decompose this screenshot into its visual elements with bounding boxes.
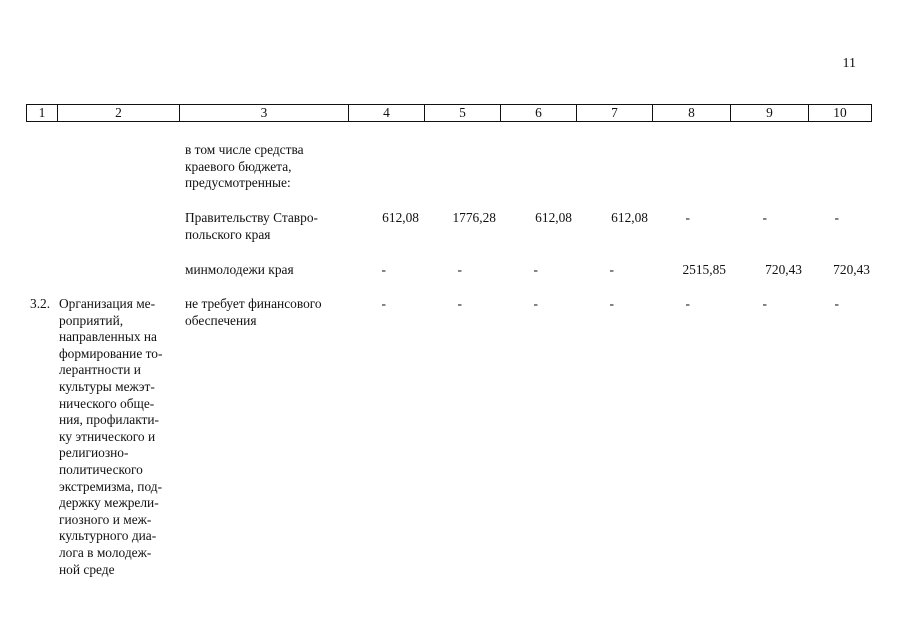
text-line: не требует финансового xyxy=(185,296,322,311)
value-col10: 720,43 xyxy=(833,262,870,277)
text-line: политического xyxy=(59,461,143,477)
text-line: роприятий, xyxy=(59,312,124,328)
row-government-col3 xyxy=(185,210,345,243)
value-col6: - xyxy=(533,296,538,311)
text-line: лога в молодеж- xyxy=(59,544,152,560)
header-col-4: 4 xyxy=(349,105,425,122)
text-line: культуры межэт- xyxy=(59,378,155,394)
value-col4: - xyxy=(381,296,386,311)
header-col-7: 7 xyxy=(577,105,653,122)
text-line: лерантности и xyxy=(59,362,141,378)
row-3-2-col3 xyxy=(185,296,355,329)
text-line: минмолодежи края xyxy=(185,262,294,277)
header-col-5: 5 xyxy=(425,105,501,122)
value-col10: - xyxy=(834,210,839,225)
header-col-8: 8 xyxy=(653,105,731,122)
text-line: в том числе средства xyxy=(185,142,304,157)
text-line: польского края xyxy=(185,226,271,242)
header-col-3: 3 xyxy=(180,105,349,122)
value-col8: - xyxy=(685,296,690,311)
text-line: держку межрели- xyxy=(59,495,159,511)
value-col7: 612,08 xyxy=(611,210,648,225)
text-line: краевого бюджета, xyxy=(185,158,292,174)
text-line: ния, профилакти- xyxy=(59,412,160,428)
text-line: Организация ме- xyxy=(59,296,156,311)
value-col8: - xyxy=(685,210,690,225)
text-line: экстремизма, под- xyxy=(59,478,163,494)
value-col6: 612,08 xyxy=(535,210,572,225)
row-ministry-col3 xyxy=(185,262,345,279)
value-col5: - xyxy=(457,262,462,277)
value-col8: 2515,85 xyxy=(682,262,726,277)
text-line: направленных на xyxy=(59,329,157,345)
text-line: обеспечения xyxy=(185,312,257,328)
text-line: гиозного и меж- xyxy=(59,511,152,527)
row-intro-col3 xyxy=(185,142,345,192)
header-col-6: 6 xyxy=(501,105,577,122)
value-col10: - xyxy=(834,296,839,311)
value-col9: - xyxy=(762,296,767,311)
value-col5: - xyxy=(457,296,462,311)
value-col4: - xyxy=(381,262,386,277)
text-line: Правительству Ставро- xyxy=(185,210,318,225)
text-line: культурного диа- xyxy=(59,528,157,544)
text-line: формирование то- xyxy=(59,345,163,361)
text-line: ку этнического и xyxy=(59,428,156,444)
header-col-9: 9 xyxy=(731,105,809,122)
text-line: нического обще- xyxy=(59,395,155,411)
header-col-1: 1 xyxy=(27,105,58,122)
value-col7: - xyxy=(609,262,614,277)
value-col9: 720,43 xyxy=(765,262,802,277)
header-col-10: 10 xyxy=(809,105,872,122)
value-col9: - xyxy=(762,210,767,225)
text-line: ной среде xyxy=(59,561,115,577)
page-number: 11 xyxy=(842,56,856,71)
value-col7: - xyxy=(609,296,614,311)
text-line: предусмотренные: xyxy=(185,175,291,191)
row-number: 3.2. xyxy=(30,296,51,311)
column-number-header xyxy=(26,104,872,122)
value-col5: 1776,28 xyxy=(452,210,496,225)
text-line: религиозно- xyxy=(59,445,129,461)
row-3-2-col2 xyxy=(59,296,178,578)
header-col-2: 2 xyxy=(58,105,180,122)
value-col6: - xyxy=(533,262,538,277)
value-col4: 612,08 xyxy=(382,210,419,225)
